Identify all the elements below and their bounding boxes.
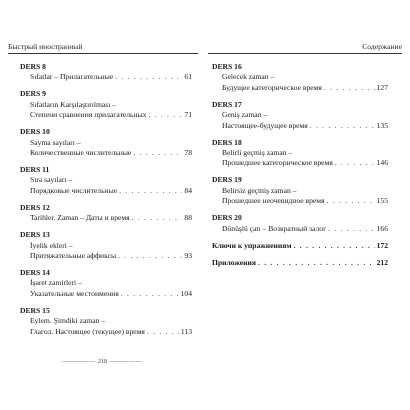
toc-link[interactable] (212, 83, 388, 93)
toc-entry (20, 89, 192, 120)
toc-link[interactable] (20, 213, 192, 223)
page-ref: 212 (376, 257, 388, 267)
toc-entry (20, 165, 192, 196)
entry-subtitle: Geniş zaman – (222, 110, 268, 120)
toc-link[interactable] (20, 72, 192, 82)
entry-title: Прошедшее неочевидное время (222, 196, 325, 206)
toc-entry (212, 213, 388, 234)
header-rule-right (208, 53, 402, 54)
page-ref: 113 (180, 326, 192, 336)
toc-entry (20, 268, 192, 299)
lesson-title: DERS 12 (20, 202, 50, 212)
entry-title: Порядковые числительные (30, 185, 118, 195)
entry-title: Глагол. Настоящее (текущее) время (30, 326, 145, 336)
toc-entry-extra (212, 258, 388, 268)
page-ref: 78 (184, 148, 192, 158)
toc-entry (20, 127, 192, 158)
toc-entry (20, 62, 192, 83)
page-ref: 61 (184, 72, 192, 82)
toc-link[interactable] (212, 121, 388, 131)
entry-title: Прошедшее категорическое время (222, 158, 333, 168)
running-header-left: Быстрый иностранный (8, 42, 83, 51)
leader-dots (335, 158, 375, 168)
entry-subtitle: Sayma sayıları – (30, 137, 81, 147)
entry-subtitle: Belirsiz geçmiş zaman – (222, 185, 297, 195)
toc-entry (20, 203, 192, 224)
toc-entry (212, 100, 388, 131)
entry-title: Sıfatlar – Прилагательные (30, 72, 114, 82)
entry-subtitle: Belirli geçmiş zaman – (222, 148, 293, 158)
entry-subtitle: Eylem. Şimdiki zaman – (30, 316, 106, 326)
lesson-title: DERS 20 (212, 213, 242, 223)
lesson-title: DERS 13 (20, 230, 50, 240)
entry-title: Dönüşlü çatı – Возвратный залог (222, 223, 327, 233)
lesson-title: DERS 10 (20, 127, 50, 137)
page-ref: 127 (376, 82, 388, 92)
page-ref: 135 (376, 120, 388, 130)
leader-dots (147, 327, 179, 337)
lesson-title: DERS 16 (212, 62, 242, 71)
toc-link[interactable] (20, 186, 192, 196)
leader-dots (328, 224, 374, 234)
page-ref: 71 (184, 110, 192, 120)
header-rule-left (8, 53, 198, 54)
entry-subtitle: Sıra sayıları – (30, 175, 73, 185)
toc-entry (20, 230, 192, 261)
leader-dots (294, 241, 375, 251)
toc-link[interactable] (212, 158, 388, 168)
entry-subtitle: İyelik ekleri – (30, 240, 73, 250)
toc-entry (212, 62, 388, 93)
lesson-title: DERS 8 (20, 62, 46, 71)
leader-dots (118, 251, 182, 261)
entry-title: Настоящее-будущее время (222, 120, 308, 130)
toc-column-left (20, 62, 192, 344)
toc-link[interactable] (212, 224, 388, 234)
entry-subtitle: Gelecek zaman – (222, 72, 275, 82)
lesson-title: DERS 19 (212, 175, 242, 185)
lesson-title: DERS 14 (20, 268, 50, 278)
leader-dots (327, 196, 375, 206)
page-ref: 88 (184, 213, 192, 223)
toc-entry (20, 306, 192, 337)
toc-entry (212, 175, 388, 206)
toc-link[interactable] (20, 110, 192, 120)
page-ref: 104 (180, 288, 192, 298)
toc-link[interactable] (20, 251, 192, 261)
lesson-title: DERS 11 (20, 165, 50, 175)
toc-column-right (212, 62, 388, 275)
entry-title: Степени сравнения прилагательных (30, 110, 147, 120)
entry-subtitle: İşaret zamirleri – (30, 278, 82, 288)
leader-dots (324, 83, 375, 93)
lesson-title: DERS 17 (212, 99, 242, 109)
toc-link[interactable] (20, 289, 192, 299)
page-ref: 172 (376, 240, 388, 250)
leader-dots (115, 72, 182, 82)
entry-title: Указательные местоимения (30, 288, 119, 298)
entry-title: Ключи к упражнениям (212, 240, 292, 250)
footer-ornament: ――――― (62, 358, 98, 365)
page-ref: 166 (376, 223, 388, 233)
page-number: 218 (97, 358, 108, 365)
running-header-right: Содержание (362, 42, 402, 51)
lesson-title: DERS 9 (20, 89, 46, 99)
page-ref: 93 (184, 251, 192, 261)
entry-title: Tarihler. Zaman – Даты и время (30, 213, 130, 223)
leader-dots (121, 289, 179, 299)
leader-dots (133, 148, 182, 158)
leader-dots (119, 186, 182, 196)
page-ref: 146 (376, 158, 388, 168)
entry-subtitle: Sıfatların Karşılaştırılması – (30, 99, 117, 109)
toc-entry-extra (212, 241, 388, 251)
toc-entry (212, 138, 388, 169)
entry-title: Будущее категорическое время (222, 82, 322, 92)
toc-link[interactable] (212, 258, 388, 268)
entry-title: Притяжательные аффиксы (30, 251, 117, 261)
page-ref: 84 (184, 185, 192, 195)
toc-link[interactable] (212, 196, 388, 206)
toc-link[interactable] (212, 241, 388, 251)
entry-title: Количественные числительные (30, 148, 132, 158)
page-footer (0, 358, 205, 365)
page-ref: 155 (376, 196, 388, 206)
leader-dots (258, 258, 375, 268)
toc-link[interactable] (20, 148, 192, 158)
lesson-title: DERS 15 (20, 305, 50, 315)
entry-title: Приложения (212, 257, 257, 267)
leader-dots (310, 121, 375, 131)
lesson-title: DERS 18 (212, 137, 242, 147)
leader-dots (148, 110, 182, 120)
footer-ornament: ――――― (107, 358, 143, 365)
leader-dots (132, 213, 183, 223)
toc-link[interactable] (20, 327, 192, 337)
